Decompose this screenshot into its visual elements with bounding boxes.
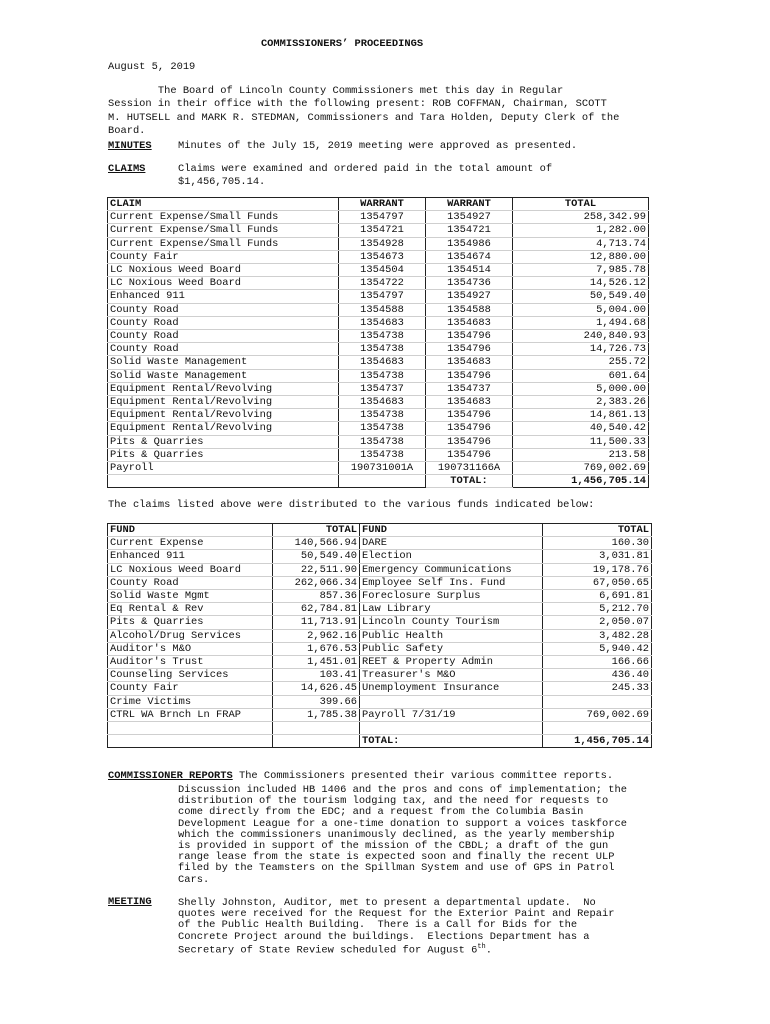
claim-total: 50,549.40 [513,290,649,303]
meeting-last-line-end: . [485,944,492,957]
fund-total-left: 11,713.91 [273,616,360,629]
report-line: Cars. [178,873,210,886]
claim-name: LC Noxious Weed Board [108,277,339,290]
meeting-last-line [178,942,492,957]
fund-name-left [108,722,273,735]
fund-total-left: 1,676.53 [273,642,360,655]
warrant-to: 1354927 [426,211,513,224]
claims-row [108,409,649,422]
claim-name: County Road [108,303,339,316]
claims-text-line: Claims were examined and ordered paid in the total amount of [178,163,553,175]
funds-row [108,642,652,655]
funds-row [108,537,652,550]
fund-total-right: 160.30 [543,537,652,550]
fund-name-left: County Road [108,576,273,589]
warrant-from: 1354722 [339,277,426,290]
fund-total-right: 3,031.81 [543,550,652,563]
report-line: is provided in support of the mission of the CBDL; a draft of the gun [178,840,609,853]
claims-row [108,382,649,395]
funds-header-row [108,524,652,537]
fund-total-right: 19,178.76 [543,563,652,576]
funds-table [107,523,652,748]
funds-header-total-left: TOTAL [273,524,360,537]
claim-name: Current Expense/Small Funds [108,224,339,237]
meeting-line: Concrete Project around the buildings. Elections Department has a [178,930,590,943]
warrant-to: 1354683 [426,356,513,369]
warrant-to: 1354683 [426,316,513,329]
fund-name-left: CTRL WA Brnch Ln FRAP [108,708,273,721]
warrant-from: 1354738 [339,448,426,461]
warrant-to: 1354683 [426,396,513,409]
claim-total: 258,342.99 [513,211,649,224]
warrant-from: 1354797 [339,211,426,224]
claim-name: County Fair [108,250,339,263]
intro-paragraph [108,85,619,138]
claim-name: Equipment Rental/Revolving [108,382,339,395]
warrant-from: 1354737 [339,382,426,395]
meeting-line: Shelly Johnston, Auditor, met to present a departmental update. No [178,897,596,909]
claim-total: 2,383.26 [513,396,649,409]
report-line: come directly from the EDC; and a request from the Columbia Basin [178,806,584,819]
fund-name-left: Solid Waste Mgmt [108,590,273,603]
fund-name-left: LC Noxious Weed Board [108,563,273,576]
fund-name-right: Unemployment Insurance [360,682,543,695]
report-line: Development League for a one-time donation to support a voices taskforce [178,817,627,830]
claims-row [108,369,649,382]
claims-row [108,264,649,277]
fund-name-right: Payroll 7/31/19 [360,708,543,721]
fund-total-right: 245.33 [543,682,652,695]
claims-row [108,422,649,435]
fund-name-right: Employee Self Ins. Fund [360,576,543,589]
warrant-to: 1354721 [426,224,513,237]
claim-name: Solid Waste Management [108,356,339,369]
commissioner-reports-first-line [108,770,613,783]
funds-header-fund-right: FUND [360,524,543,537]
report-line: filed by the Teamsters on the Spillman System and use of GPS in Patrol [178,862,615,875]
funds-row [108,722,652,735]
claims-row [108,396,649,409]
commissioner-reports-intro: The Commissioners presented their various committee reports. [232,770,614,782]
fund-name-left: Pits & Quarries [108,616,273,629]
fund-name-left: Alcohol/Drug Services [108,629,273,642]
fund-total-left: 62,784.81 [273,603,360,616]
meeting-last-line-text: Secretary of State Review scheduled for August 6 [178,944,478,957]
funds-row [108,669,652,682]
claim-total: 255.72 [513,356,649,369]
warrant-to: 1354796 [426,422,513,435]
fund-total-left: 1,451.01 [273,656,360,669]
fund-total-left: 14,626.45 [273,682,360,695]
claims-row [108,316,649,329]
funds-row [108,603,652,616]
fund-total-right: 5,940.42 [543,642,652,655]
fund-name-right: REET & Property Admin [360,656,543,669]
report-line: which the commissioners unanimously declined, as the yearly membership [178,828,615,841]
fund-total-left: 399.66 [273,695,360,708]
claim-total: 12,880.00 [513,250,649,263]
fund-name-left: County Fair [108,682,273,695]
claims-header-warrant-from: WARRANT [339,198,426,211]
fund-total-left: 140,566.94 [273,537,360,550]
meeting-heading: MEETING [108,896,152,908]
warrant-to: 1354796 [426,435,513,448]
claim-total: 14,861.13 [513,409,649,422]
fund-name-right [360,695,543,708]
claim-total: 5,004.00 [513,303,649,316]
fund-name-left: Auditor's Trust [108,656,273,669]
fund-total-left: 1,785.38 [273,708,360,721]
claim-name: Pits & Quarries [108,448,339,461]
minutes-text: Minutes of the July 15, 2019 meeting were approved as presented. [178,140,578,152]
claim-total: 1,494.68 [513,316,649,329]
meeting-last-line-sup: th [477,943,486,951]
fund-total-left: 50,549.40 [273,550,360,563]
warrant-from: 1354738 [339,409,426,422]
warrant-from: 1354738 [339,330,426,343]
fund-total-right: 6,691.81 [543,590,652,603]
fund-name-right: Public Health [360,629,543,642]
commissioner-reports-body [178,785,627,886]
claim-total: 7,985.78 [513,264,649,277]
warrant-from: 1354738 [339,369,426,382]
funds-total-label: TOTAL: [360,735,543,748]
claim-name: Solid Waste Management [108,369,339,382]
claim-name: Enhanced 911 [108,290,339,303]
claim-name: Equipment Rental/Revolving [108,409,339,422]
fund-total-right [543,722,652,735]
claim-name: LC Noxious Weed Board [108,264,339,277]
claims-row [108,330,649,343]
claims-header-claim: CLAIM [108,198,339,211]
funds-header-fund-left: FUND [108,524,273,537]
fund-name-right: Foreclosure Surplus [360,590,543,603]
report-line: distribution of the tourism lodging tax, and the need for requests to [178,795,609,808]
claims-row [108,356,649,369]
claims-header-total: TOTAL [513,198,649,211]
warrant-from: 1354797 [339,290,426,303]
funds-row [108,708,652,721]
warrant-to: 1354796 [426,343,513,356]
claims-total-row [108,475,649,488]
claim-total: 40,540.42 [513,422,649,435]
warrant-from: 1354673 [339,250,426,263]
claims-table [107,197,649,488]
fund-name-right: Election [360,550,543,563]
claims-row [108,462,649,475]
warrant-to: 1354736 [426,277,513,290]
warrant-to: 1354588 [426,303,513,316]
claims-row [108,343,649,356]
claim-total: 240,840.93 [513,330,649,343]
claim-total: 14,726.73 [513,343,649,356]
funds-row [108,616,652,629]
warrant-to: 1354796 [426,448,513,461]
fund-name-right: Law Library [360,603,543,616]
report-line: range lease from the state is expected soon and finally the recent ULP [178,851,615,864]
claims-total-label: TOTAL: [426,475,513,488]
claim-name: Equipment Rental/Revolving [108,396,339,409]
funds-row [108,656,652,669]
funds-total-value: 1,456,705.14 [543,735,652,748]
claims-row [108,277,649,290]
claims-header-row [108,198,649,211]
claim-total: 1,282.00 [513,224,649,237]
claims-text-line: $1,456,705.14. [178,176,266,188]
fund-name-left: Current Expense [108,537,273,550]
warrant-to: 1354514 [426,264,513,277]
intro-line: Session in their office with the following present: ROB COFFMAN, Chairman, SCOTT [108,98,607,111]
warrant-to: 190731166A [426,462,513,475]
fund-total-left: 857.36 [273,590,360,603]
fund-total-left: 22,511.90 [273,563,360,576]
claim-total: 11,500.33 [513,435,649,448]
claims-row [108,250,649,263]
funds-row [108,682,652,695]
fund-total-right: 769,002.69 [543,708,652,721]
meeting-line: of the Public Health Building. There is a Call for Bids for the [178,919,578,932]
fund-total-right: 2,050.07 [543,616,652,629]
fund-name-right: DARE [360,537,543,550]
warrant-to: 1354796 [426,369,513,382]
intro-line: Board. [108,124,146,137]
fund-total-right: 166.66 [543,656,652,669]
fund-total-left: 262,066.34 [273,576,360,589]
claims-row [108,224,649,237]
warrant-from: 1354928 [339,237,426,250]
claims-row [108,448,649,461]
funds-header-total-right: TOTAL [543,524,652,537]
fund-name-left: Crime Victims [108,695,273,708]
warrant-to: 1354796 [426,409,513,422]
fund-name-left: Counseling Services [108,669,273,682]
claim-name: Payroll [108,462,339,475]
claim-name: County Road [108,330,339,343]
warrant-from: 1354683 [339,356,426,369]
distribution-text: The claims listed above were distributed to the various funds indicated below: [108,499,595,511]
fund-total-right: 5,212.70 [543,603,652,616]
claim-name: Equipment Rental/Revolving [108,422,339,435]
warrant-from: 1354683 [339,316,426,329]
fund-name-left: Eq Rental & Rev [108,603,273,616]
fund-name-left: Enhanced 911 [108,550,273,563]
funds-row [108,563,652,576]
claim-name: Pits & Quarries [108,435,339,448]
funds-row [108,576,652,589]
fund-total-left: 2,962.16 [273,629,360,642]
claims-row [108,290,649,303]
fund-name-right: Lincoln County Tourism [360,616,543,629]
warrant-from: 1354504 [339,264,426,277]
warrant-to: 1354674 [426,250,513,263]
claim-total: 4,713.74 [513,237,649,250]
claims-row [108,211,649,224]
funds-row [108,590,652,603]
intro-line: The Board of Lincoln County Commissioners met this day in Regular [108,85,564,97]
intro-line: M. HUTSELL and MARK R. STEDMAN, Commissioners and Tara Holden, Deputy Clerk of the [108,111,620,124]
claims-header-warrant-to: WARRANT [426,198,513,211]
warrant-from: 1354588 [339,303,426,316]
fund-total-right: 436.40 [543,669,652,682]
claims-row [108,435,649,448]
claims-total-value: 1,456,705.14 [513,475,649,488]
claim-name: Current Expense/Small Funds [108,237,339,250]
warrant-to: 1354737 [426,382,513,395]
warrant-to: 1354796 [426,330,513,343]
minutes-heading: MINUTES [108,140,152,152]
fund-name-right: Public Safety [360,642,543,655]
claim-total: 5,000.00 [513,382,649,395]
fund-name-right: Emergency Communications [360,563,543,576]
meeting-date: August 5, 2019 [108,61,196,73]
warrant-from: 190731001A [339,462,426,475]
warrant-from: 1354738 [339,422,426,435]
claim-name: Current Expense/Small Funds [108,211,339,224]
funds-row [108,695,652,708]
warrant-to: 1354927 [426,290,513,303]
fund-total-right: 67,050.65 [543,576,652,589]
warrant-from: 1354738 [339,343,426,356]
fund-total-left: 103.41 [273,669,360,682]
fund-total-right [543,695,652,708]
report-line: Discussion included HB 1406 and the pros and cons of implementation; the [178,784,627,796]
page-title: COMMISSIONERS’ PROCEEDINGS [260,38,424,50]
fund-name-right: Treasurer's M&O [360,669,543,682]
fund-total-left [273,722,360,735]
fund-name-right [360,722,543,735]
fund-total-right: 3,482.28 [543,629,652,642]
warrant-to: 1354986 [426,237,513,250]
claims-row [108,303,649,316]
meeting-line: quotes were received for the Request for the Exterior Paint and Repair [178,908,615,921]
warrant-from: 1354683 [339,396,426,409]
meeting-body [178,898,614,943]
claim-name: County Road [108,316,339,329]
warrant-from: 1354738 [339,435,426,448]
funds-row [108,550,652,563]
funds-row [108,629,652,642]
claim-total: 213.58 [513,448,649,461]
funds-total-row [108,735,652,748]
commissioner-reports-heading: COMMISSIONER REPORTS [108,770,233,782]
claims-row [108,237,649,250]
claim-total: 601.64 [513,369,649,382]
claim-total: 14,526.12 [513,277,649,290]
claim-total: 769,002.69 [513,462,649,475]
fund-name-left: Auditor's M&O [108,642,273,655]
warrant-from: 1354721 [339,224,426,237]
claim-name: County Road [108,343,339,356]
claims-heading: CLAIMS [108,163,146,175]
